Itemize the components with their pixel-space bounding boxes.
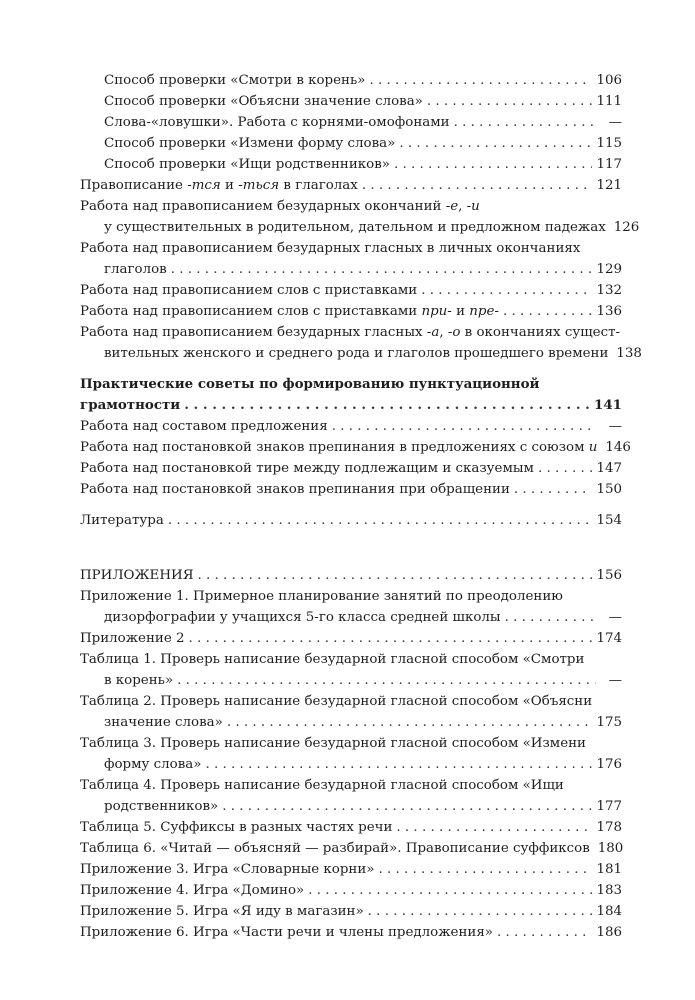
toc-entry [80,628,622,649]
dot-leader [171,259,593,280]
page-number: 177 [596,799,622,814]
entry-title: Работа над правописанием слов с приставками [80,283,418,298]
dot-leader [394,154,592,175]
page-number: 176 [596,757,622,772]
page-number: 141 [594,397,622,413]
entry-title: Работа над составом предложения [80,419,328,434]
page-number: 111 [596,94,622,109]
dot-leader [177,670,596,691]
entry-title-continued: дизорфографии у учащихся 5-го класса средней школы [104,610,501,625]
page-number: 106 [596,73,622,88]
dot-leader [222,796,592,817]
dot-leader [497,922,592,943]
toc-entry [80,817,622,838]
toc-entry [80,922,622,943]
page-number: — [608,673,622,688]
page-number: 146 [605,440,631,455]
page-number: 178 [596,820,622,835]
entry-title-continued: у существительных в родительном, дательном и предложном падежах [104,220,606,235]
table-of-contents [80,70,642,943]
toc-entry [80,437,631,458]
entry-title: Работа над правописанием слов с приставками при- и пре- [80,304,499,319]
page-number: 183 [596,883,622,898]
toc-entry [80,70,622,91]
dot-leader [378,859,592,880]
entry-title: Приложение 6. Игра «Части речи и члены предложения» [80,925,493,940]
toc-entry [80,880,622,901]
page-number: 121 [596,178,622,193]
entry-title: Таблица 1. Проверь написание безударной гласной способом «Смотри [80,652,585,667]
page-number: 184 [596,904,622,919]
page-number: 154 [596,513,622,528]
toc-entry [80,691,622,733]
dot-leader [514,479,593,500]
toc-entry [80,322,642,364]
entry-title: Приложение 1. Примерное планирование занятий по преодолению [80,589,563,604]
entry-title: Способ проверки «Объясни значение слова» [104,94,423,109]
toc-entry [80,838,622,859]
toc-entry [80,479,622,500]
page-number: 138 [616,346,642,361]
dot-leader [427,91,593,112]
dot-leader [332,416,596,437]
page-number: — [608,610,622,625]
toc-entry [80,91,622,112]
dot-leader [396,817,592,838]
page-number: 132 [596,283,622,298]
entry-title: Способ проверки «Смотри в корень» [104,73,366,88]
entry-title: Работа над постановкой знаков препинания в предложениях с союзом и [80,440,598,455]
entry-title: Приложение 4. Игра «Домино» [80,883,305,898]
toc-entry [80,154,622,175]
page-number: 180 [597,841,624,856]
toc-entry [80,733,622,775]
page-number: 181 [596,862,622,877]
toc-entry [80,510,622,531]
entry-title: Работа над постановкой знаков препинания при обращении [80,482,510,497]
toc-entry [80,416,622,437]
dot-leader [198,565,593,586]
entry-title: Таблица 5. Суффиксы в разных частях речи [80,820,393,835]
toc-entry [80,133,622,154]
dot-leader [503,301,593,322]
toc-entry [80,301,622,322]
toc-entry [80,175,622,196]
page-number: 150 [596,482,622,497]
toc-entry [80,280,622,301]
entry-title: Таблица 2. Проверь написание безударной гласной способом «Объясни [80,694,593,709]
entry-title: Способ проверки «Измени форму слова» [104,136,396,151]
section-title-continued: грамотности [80,397,181,413]
entry-title: Таблица 6. «Читай — объясняй — разбирай». Правописание суффиксов [80,841,590,856]
dot-leader [184,395,590,416]
toc-section-heading [80,374,622,416]
dot-leader [421,280,592,301]
section-title: Практические советы по формированию пунктуационной [80,376,540,392]
toc-entry [80,458,622,479]
entry-title-continued: форму слова» [104,757,202,772]
entry-title: Работа над правописанием безударных гласных -а, -о в окончаниях сущест- [80,325,621,340]
entry-title: Правописание -тся и -ться в глаголах [80,178,358,193]
dot-leader [505,607,596,628]
toc-entry [80,775,622,817]
toc-entry [80,859,622,880]
page-number: 186 [596,925,622,940]
entry-title: Слова-«ловушки». Работа с корнями-омофонами [104,115,450,130]
toc-entry [80,649,622,691]
page-number: 129 [596,262,622,277]
toc-entry [80,112,622,133]
entry-title-continued: в корень» [104,673,174,688]
entry-title-continued: родственников» [104,799,219,814]
page-number: 126 [613,220,640,235]
toc-entry [80,901,622,922]
toc-entry [80,586,622,628]
entry-title: Работа над правописанием безударных гласных в личных окончаниях [80,241,581,256]
page-number: 175 [596,715,622,730]
dot-leader [369,70,592,91]
dot-leader [362,175,593,196]
toc-entry [80,196,640,238]
page-number: 147 [596,461,622,476]
dot-leader [538,458,592,479]
dot-leader [168,510,593,531]
entry-title: Работа над постановкой тире между подлежащим и сказуемым [80,461,534,476]
page-number: 136 [596,304,622,319]
dot-leader [205,754,592,775]
toc-section-heading [80,565,622,586]
dot-leader [454,112,596,133]
page-number: 117 [596,157,622,172]
dot-leader [189,628,593,649]
dot-leader [368,901,593,922]
dot-leader [399,133,592,154]
toc-entry [80,238,622,280]
entry-title: Литература [80,513,164,528]
entry-title: Работа над правописанием безударных окончаний -е, -и [80,199,480,214]
page-number: 115 [596,136,622,151]
entry-title: Приложение 2 [80,631,185,646]
dot-leader [308,880,592,901]
page-number: 174 [596,631,622,646]
entry-title: Таблица 4. Проверь написание безударной гласной способом «Ищи [80,778,564,793]
entry-title: Приложение 3. Игра «Словарные корни» [80,862,375,877]
entry-title-continued: глаголов [104,262,167,277]
page-number: — [608,419,622,434]
entry-title-continued: вительных женского и среднего рода и глаголов прошедшего времени [104,346,609,361]
entry-title: Таблица 3. Проверь написание безударной гласной способом «Измени [80,736,586,751]
dot-leader [227,712,593,733]
page-number: — [608,115,622,130]
entry-title: Способ проверки «Ищи родственников» [104,157,390,172]
entry-title-continued: значение слова» [104,715,223,730]
entry-title: Приложение 5. Игра «Я иду в магазин» [80,904,364,919]
page-number: 156 [596,568,622,583]
section-title: ПРИЛОЖЕНИЯ [80,568,194,583]
